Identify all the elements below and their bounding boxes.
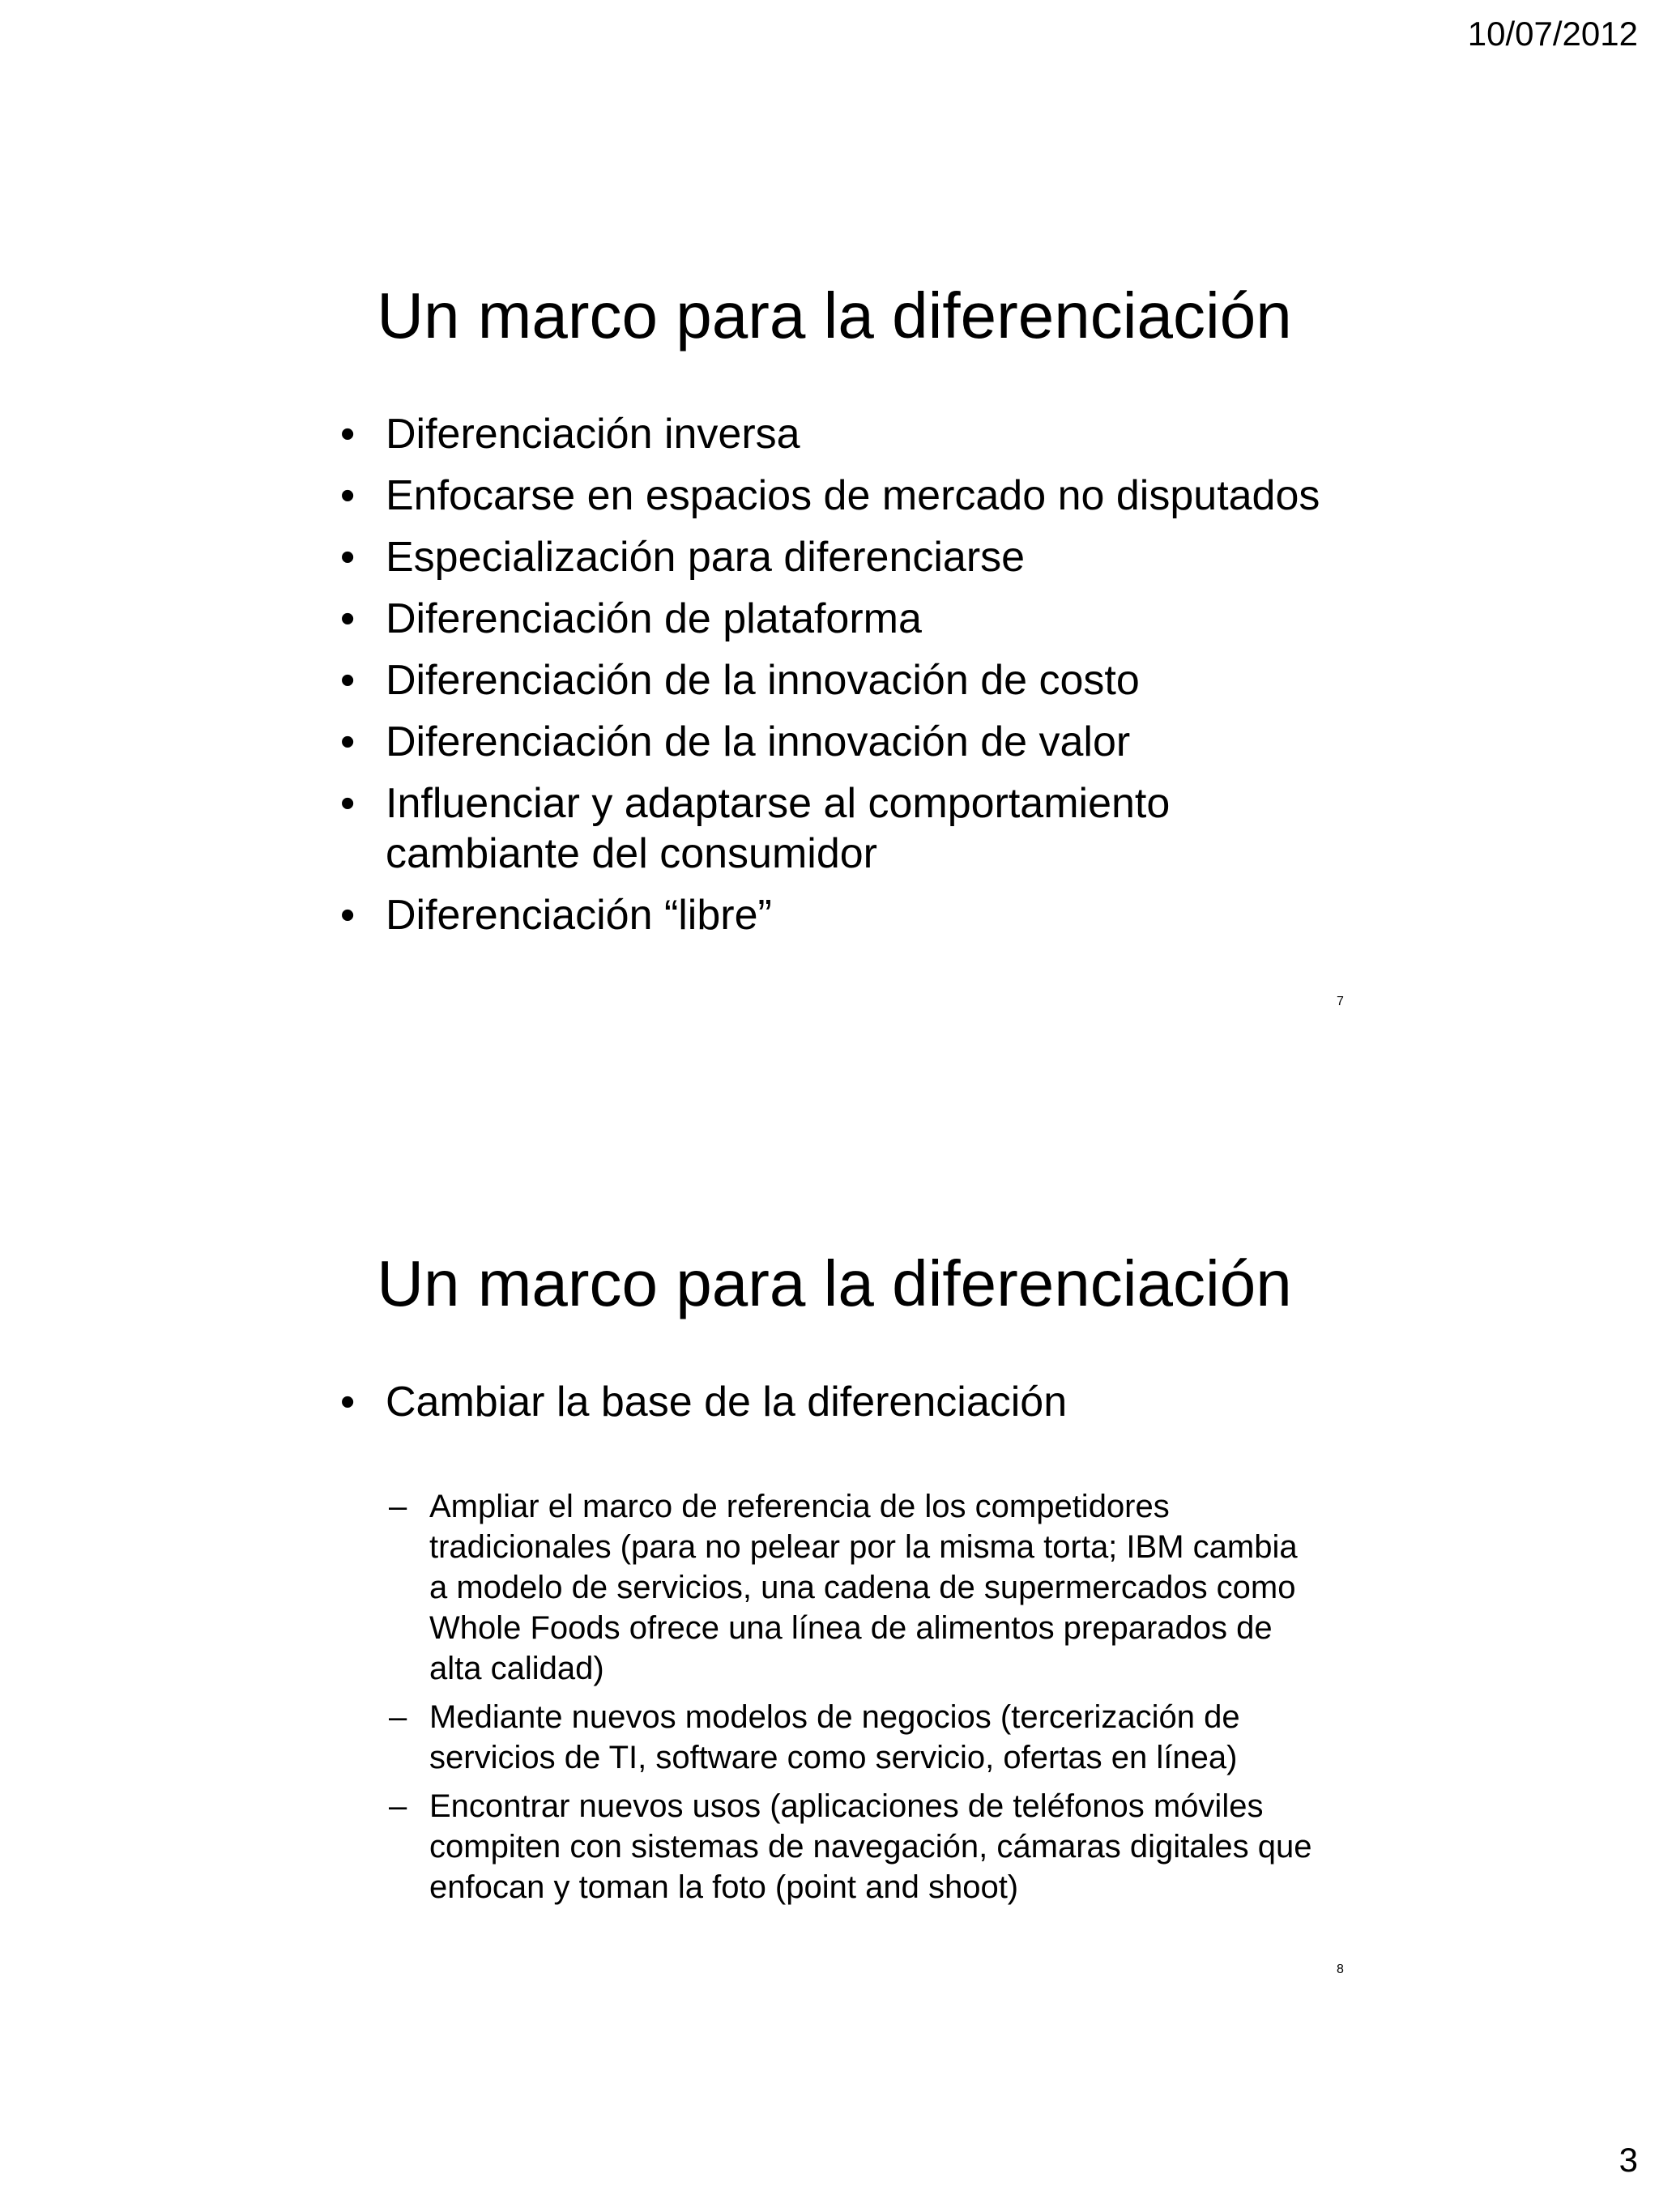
page-date: 10/07/2012	[1467, 15, 1638, 53]
bullet-text: Diferenciación de la innovación de valor	[386, 718, 1131, 765]
sub-bullet-text: Encontrar nuevos usos (aplicaciones de teléfonos móviles compiten con sistemas de navegación, cámaras digitales que enfocan y toman la foto (point and shoot)	[429, 1788, 1312, 1905]
slide-number: 7	[1337, 995, 1344, 1008]
slide-title: Un marco para la diferenciación	[377, 1247, 1292, 1319]
bullet-text: Diferenciación de la innovación de costo	[386, 657, 1140, 704]
bullet-list	[340, 409, 1369, 952]
sub-bullet-text: Ampliar el marco de referencia de los competidores tradicionales (para no pelear por la misma torta; IBM cambia a modelo de servicios, una cadena de supermercados como Whole Foods ofrece una línea de alimentos preparados de alta calidad)	[429, 1489, 1298, 1686]
bullet-item	[340, 532, 1369, 582]
sub-bullet-item	[389, 1697, 1320, 1778]
bullet-item	[340, 409, 1369, 459]
bullet-marker: •	[340, 780, 356, 827]
sub-bullet-item	[389, 1486, 1320, 1689]
bullet-item	[340, 1377, 1369, 1427]
bullet-marker: •	[340, 718, 356, 765]
bullet-item	[340, 594, 1369, 644]
bullet-text: Influenciar y adaptarse al comportamiento cambiante del consumidor	[386, 780, 1171, 877]
bullet-item	[340, 890, 1369, 940]
sub-bullet-item	[389, 1786, 1320, 1907]
slide-number: 8	[1337, 1963, 1344, 1976]
bullet-text: Diferenciación “libre”	[386, 892, 772, 939]
slide-7	[332, 227, 1369, 1029]
page-number: 3	[1618, 2141, 1638, 2179]
bullet-marker: •	[340, 1379, 356, 1426]
bullet-marker: •	[340, 595, 356, 642]
bullet-list	[340, 1377, 1369, 1438]
bullet-text: Especialización para diferenciarse	[386, 534, 1026, 581]
bullet-marker: •	[340, 472, 356, 519]
slide-title: Un marco para la diferenciación	[377, 279, 1292, 352]
bullet-item	[340, 471, 1369, 521]
bullet-text: Cambiar la base de la diferenciación	[386, 1379, 1068, 1426]
bullet-item	[340, 778, 1369, 879]
bullet-item	[340, 717, 1369, 767]
sub-bullet-marker: –	[389, 1699, 407, 1735]
bullet-item	[340, 655, 1369, 705]
sub-bullet-marker: –	[389, 1489, 407, 1524]
bullet-text: Enfocarse en espacios de mercado no disputados	[386, 472, 1320, 519]
sub-bullet-marker: –	[389, 1788, 407, 1824]
sub-bullet-text: Mediante nuevos modelos de negocios (tercerización de servicios de TI, software como servicio, ofertas en línea)	[429, 1699, 1240, 1775]
bullet-text: Diferenciación inversa	[386, 411, 800, 458]
slide-8	[332, 1195, 1369, 1997]
bullet-marker: •	[340, 657, 356, 704]
bullet-marker: •	[340, 534, 356, 581]
bullet-text: Diferenciación de plataforma	[386, 595, 922, 642]
bullet-marker: •	[340, 892, 356, 939]
sub-bullet-list	[389, 1486, 1320, 1916]
bullet-marker: •	[340, 411, 356, 458]
